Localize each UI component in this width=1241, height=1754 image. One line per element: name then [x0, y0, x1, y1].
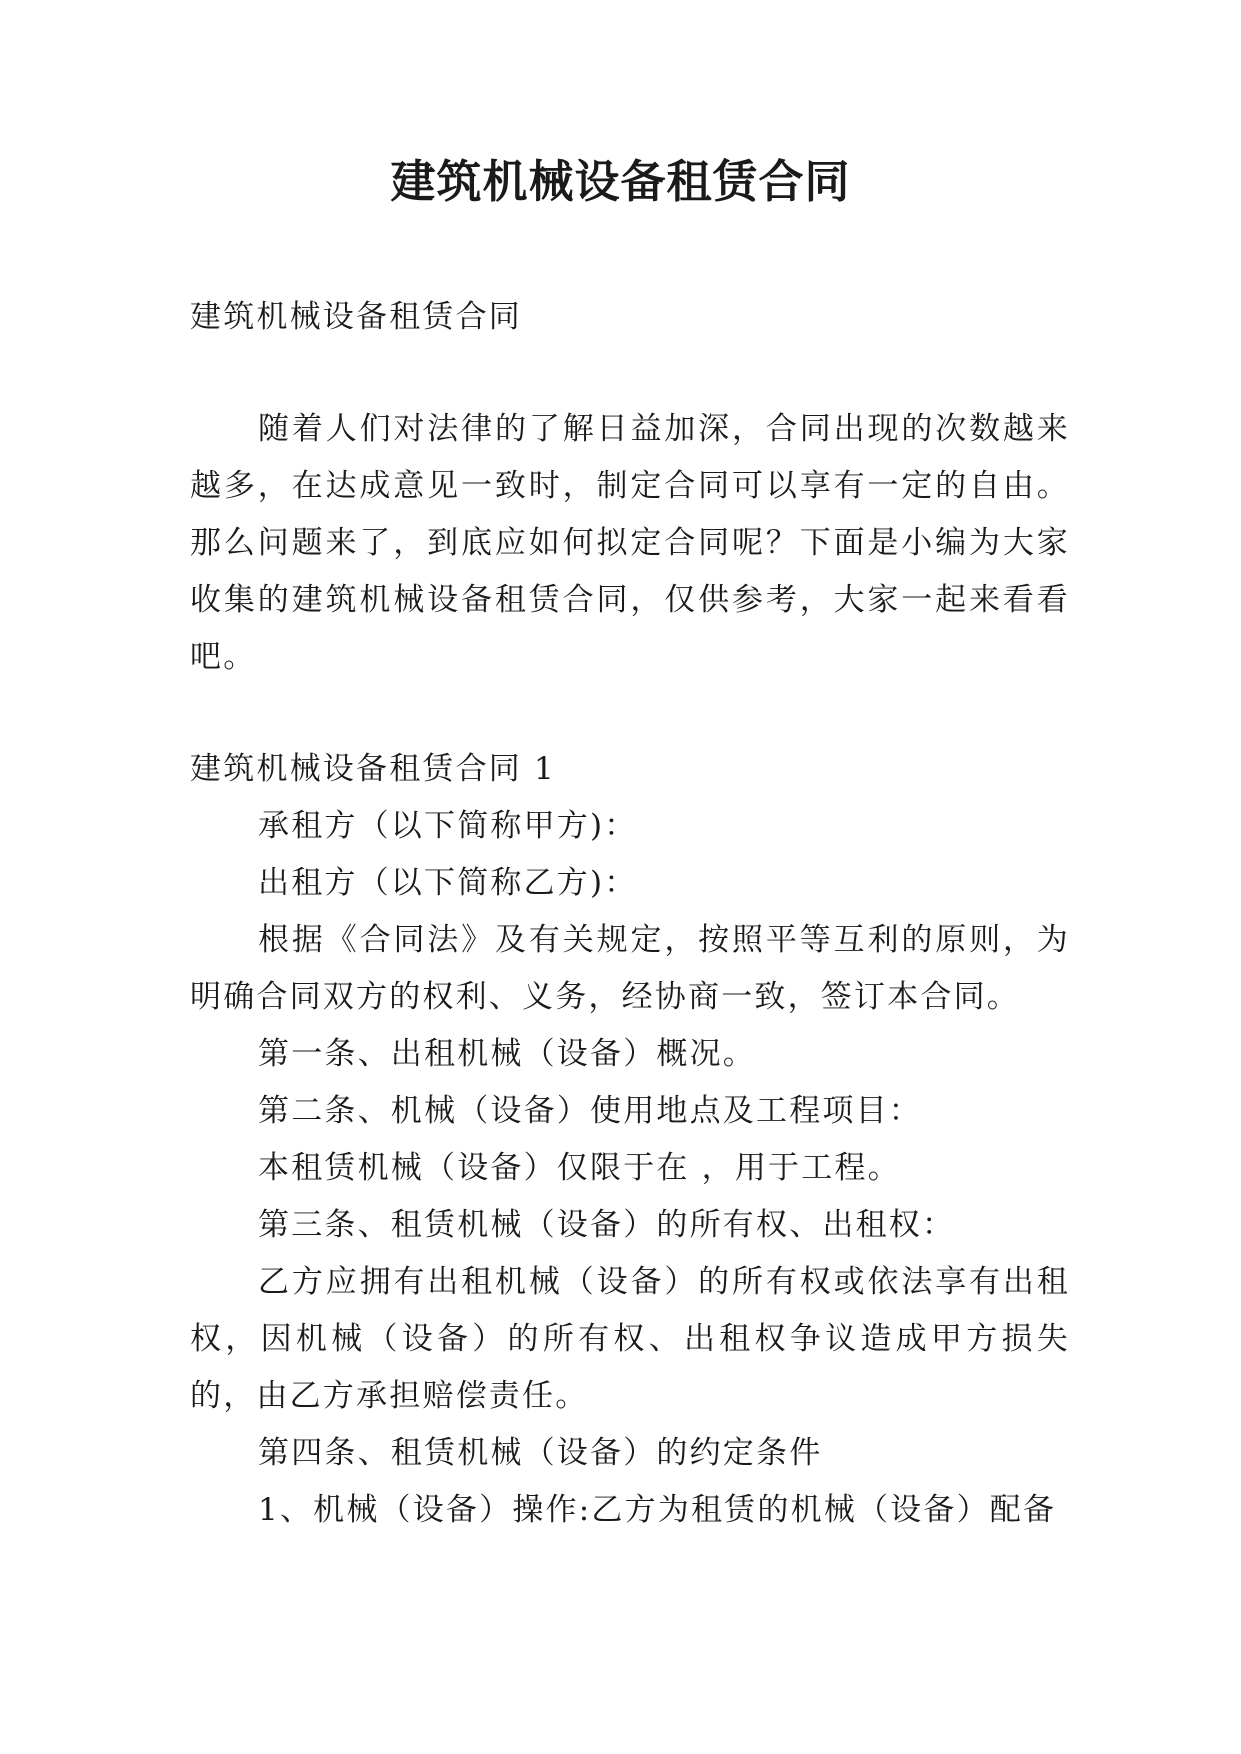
paragraph-lessee: 承租方（以下简称甲方)：	[258, 808, 638, 844]
document-body	[190, 289, 1070, 1539]
paragraph-basis: 根据《合同法》及有关规定，按照平等互利的原则，为明确合同双方的权利、义务，经协商一致，签订本合同。	[190, 922, 1070, 1015]
paragraph-lessor: 出租方（以下简称乙方)：	[258, 865, 638, 901]
paragraph-article-3: 第三条、租赁机械（设备）的所有权、出租权：	[258, 1207, 956, 1243]
paragraph-ownership: 乙方应拥有出租机械（设备）的所有权或依法享有出租权，因机械（设备）的所有权、出租权争议造成甲方损失的，由乙方承担赔偿责任。	[190, 1264, 1070, 1414]
paragraph-article-1: 第一条、出租机械（设备）概况。	[258, 1036, 756, 1072]
document-subtitle: 建筑机械设备租赁合同	[190, 299, 522, 335]
paragraph-article-2: 第二条、机械（设备）使用地点及工程项目：	[258, 1093, 922, 1129]
paragraph-operation: 1、机械（设备）操作:乙方为租赁的机械（设备）配备	[258, 1492, 1057, 1528]
section-heading: 建筑机械设备租赁合同 1	[190, 751, 556, 787]
paragraph-usage-location: 本租赁机械（设备）仅限于在 ，用于工程。	[258, 1150, 901, 1186]
intro-paragraph: 随着人们对法律的了解日益加深，合同出现的次数越来越多，在达成意见一致时，制定合同可以享有一定的自由。那么问题来了，到底应如何拟定合同呢？下面是小编为大家收集的建筑机械设备租赁合同，仅供参考，大家一起来看看吧。	[190, 411, 1070, 675]
paragraph-article-4: 第四条、租赁机械（设备）的约定条件	[258, 1435, 823, 1471]
document-title: 建筑机械设备租赁合同	[390, 155, 851, 208]
